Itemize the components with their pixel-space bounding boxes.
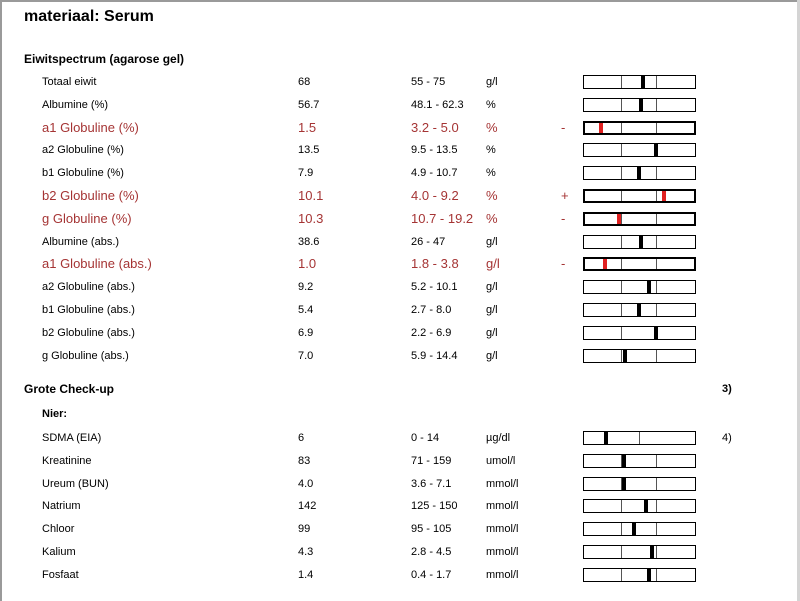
range-bar	[583, 349, 696, 363]
range-bar-limit-tick	[656, 546, 657, 558]
range-bar-value-marker	[637, 304, 641, 316]
range-bar	[583, 431, 696, 445]
reference-range: 10.7 - 19.2	[411, 210, 474, 226]
test-value: 6.9	[298, 326, 314, 339]
result-row	[0, 345, 800, 367]
unit: g/l	[486, 256, 500, 272]
result-row	[0, 185, 800, 207]
range-bar	[583, 143, 696, 157]
range-bar-limit-tick	[656, 281, 657, 293]
abnormal-flag: -	[561, 210, 566, 226]
range-bar-limit-tick	[621, 281, 622, 293]
range-bar	[583, 454, 696, 468]
test-value: 4.3	[298, 546, 314, 558]
range-bar	[583, 121, 696, 135]
range-bar-limit-tick	[656, 455, 657, 467]
range-bar-limit-tick	[656, 500, 657, 512]
result-row	[0, 117, 800, 139]
reference-range: 48.1 - 62.3	[411, 98, 464, 111]
abnormal-flag: -	[561, 119, 566, 135]
test-value: 5.4	[298, 304, 314, 316]
test-name: a1 Globuline (%)	[42, 119, 139, 135]
test-name: Natrium	[42, 500, 81, 513]
unit: g/l	[486, 349, 498, 362]
range-bar	[583, 568, 696, 582]
range-bar-limit-tick	[621, 214, 622, 224]
range-bar	[583, 522, 696, 536]
range-bar	[583, 189, 696, 203]
test-name: b2 Globuline (abs.)	[42, 326, 135, 339]
range-bar-limit-tick	[656, 478, 657, 490]
test-name: Fosfaat	[42, 568, 79, 581]
range-bar-value-marker	[622, 478, 626, 490]
range-bar	[583, 303, 696, 317]
range-bar-value-marker	[662, 191, 666, 201]
unit: umol/l	[486, 454, 516, 467]
range-bar-value-marker	[637, 167, 641, 179]
reference-range: 9.5 - 13.5	[411, 144, 458, 157]
abnormal-flag: -	[561, 256, 566, 272]
reference-range: 3.2 - 5.0	[411, 119, 459, 135]
range-bar-value-marker	[603, 259, 607, 269]
section-heading-grote-check-up: Grote Check-up	[24, 382, 115, 396]
result-row	[0, 299, 800, 321]
test-value: 6	[298, 432, 305, 444]
range-bar	[583, 280, 696, 294]
range-bar-limit-tick	[656, 236, 657, 248]
unit: %	[486, 188, 498, 203]
unit: mmol/l	[486, 523, 519, 536]
test-value: 1.0	[298, 256, 317, 272]
range-bar-limit-tick	[656, 123, 657, 133]
range-bar-limit-tick	[656, 304, 657, 316]
reference-range: 2.7 - 8.0	[411, 304, 452, 316]
test-name: Ureum (BUN)	[42, 477, 109, 490]
test-name: b1 Globuline (abs.)	[42, 304, 135, 316]
unit: mmol/l	[486, 477, 519, 490]
range-bar-limit-tick	[621, 500, 622, 512]
range-bar-value-marker	[647, 281, 651, 293]
unit: g/l	[486, 326, 498, 339]
range-bar-value-marker	[644, 500, 648, 512]
range-bar-limit-tick	[621, 546, 622, 558]
unit: %	[486, 210, 498, 226]
test-name: SDMA (EIA)	[42, 432, 102, 444]
test-value: 68	[298, 76, 311, 88]
range-bar-limit-tick	[621, 523, 622, 535]
result-row	[0, 450, 800, 472]
result-row	[0, 231, 800, 253]
test-value: 1.4	[298, 568, 314, 581]
result-row	[0, 564, 800, 586]
result-row	[0, 276, 800, 298]
test-name: b2 Globuline (%)	[42, 188, 139, 203]
reference-range: 95 - 105	[411, 523, 452, 536]
range-bar-value-marker	[604, 432, 608, 444]
range-bar-value-marker	[650, 546, 654, 558]
unit: %	[486, 119, 498, 135]
range-bar-limit-tick	[656, 350, 657, 362]
result-row	[0, 71, 800, 93]
page-border-top	[0, 0, 800, 2]
test-name: a1 Globuline (abs.)	[42, 256, 152, 272]
unit: g/l	[486, 76, 498, 88]
result-row	[0, 322, 800, 344]
footnote-ref: 4)	[722, 432, 732, 444]
test-name: g Globuline (abs.)	[42, 349, 129, 362]
test-name: g Globuline (%)	[42, 210, 132, 226]
range-bar-value-marker	[623, 350, 627, 362]
range-bar-limit-tick	[621, 569, 622, 581]
range-bar-limit-tick	[621, 236, 622, 248]
range-bar-limit-tick	[656, 76, 657, 88]
test-name: Kalium	[42, 546, 76, 558]
range-bar-limit-tick	[656, 214, 657, 224]
range-bar	[583, 499, 696, 513]
reference-range: 71 - 159	[411, 454, 452, 467]
test-value: 10.1	[298, 188, 324, 203]
unit: µg/dl	[486, 432, 511, 444]
range-bar-limit-tick	[656, 167, 657, 179]
range-bar-value-marker	[647, 569, 651, 581]
unit: %	[486, 144, 496, 157]
test-value: 83	[298, 454, 311, 467]
reference-range: 0 - 14	[411, 432, 440, 444]
range-bar-limit-tick	[621, 259, 622, 269]
reference-range: 1.8 - 3.8	[411, 256, 459, 272]
range-bar-value-marker	[641, 76, 645, 88]
range-bar-limit-tick	[621, 99, 622, 111]
result-row	[0, 518, 800, 540]
range-bar-limit-tick	[621, 76, 622, 88]
range-bar-value-marker	[639, 236, 643, 248]
range-bar	[583, 545, 696, 559]
range-bar-value-marker	[654, 144, 658, 156]
reference-range: 0.4 - 1.7	[411, 568, 452, 581]
range-bar-value-marker	[639, 99, 643, 111]
reference-range: 3.6 - 7.1	[411, 477, 452, 490]
page-title: materiaal: Serum	[24, 8, 154, 25]
unit: g/l	[486, 235, 498, 248]
unit: mmol/l	[486, 500, 519, 513]
result-row	[0, 495, 800, 517]
range-bar-limit-tick	[656, 569, 657, 581]
result-row	[0, 162, 800, 184]
unit: g/l	[486, 304, 498, 316]
test-value: 56.7	[298, 98, 320, 111]
unit: mmol/l	[486, 568, 519, 581]
range-bar-limit-tick	[656, 99, 657, 111]
test-value: 38.6	[298, 235, 320, 248]
test-name: a2 Globuline (abs.)	[42, 281, 135, 294]
range-bar-limit-tick	[639, 432, 640, 444]
range-bar	[583, 75, 696, 89]
test-name: Albumine (%)	[42, 98, 109, 111]
section-footnote-ref: 3)	[722, 383, 732, 395]
range-bar-limit-tick	[656, 191, 657, 201]
range-bar-limit-tick	[621, 350, 622, 362]
result-row	[0, 427, 800, 449]
test-name: Albumine (abs.)	[42, 235, 120, 248]
range-bar	[583, 257, 696, 271]
reference-range: 5.9 - 14.4	[411, 349, 458, 362]
test-value: 7.0	[298, 349, 314, 362]
reference-range: 5.2 - 10.1	[411, 281, 458, 294]
reference-range: 26 - 47	[411, 235, 446, 248]
range-bar-limit-tick	[621, 191, 622, 201]
test-name: b1 Globuline (%)	[42, 167, 124, 180]
section-heading-eiwitspectrum: Eiwitspectrum (agarose gel)	[24, 52, 185, 66]
test-value: 13.5	[298, 144, 320, 157]
result-row	[0, 94, 800, 116]
unit: g/l	[486, 281, 498, 294]
range-bar-value-marker	[599, 123, 603, 133]
range-bar-value-marker	[654, 327, 658, 339]
range-bar-value-marker	[617, 214, 621, 224]
reference-range: 4.0 - 9.2	[411, 188, 459, 203]
unit: %	[486, 167, 496, 180]
range-bar	[583, 235, 696, 249]
test-value: 10.3	[298, 210, 324, 226]
range-bar-value-marker	[622, 455, 626, 467]
subsection-heading-nier: Nier:	[42, 408, 68, 420]
range-bar-limit-tick	[621, 304, 622, 316]
reference-range: 55 - 75	[411, 76, 446, 88]
range-bar	[583, 166, 696, 180]
reference-range: 125 - 150	[411, 500, 458, 513]
range-bar	[583, 98, 696, 112]
test-value: 99	[298, 523, 311, 536]
result-row	[0, 208, 800, 230]
test-name: Chloor	[42, 523, 75, 536]
test-value: 9.2	[298, 281, 314, 294]
range-bar-limit-tick	[656, 259, 657, 269]
range-bar-limit-tick	[621, 327, 622, 339]
test-name: a2 Globuline (%)	[42, 144, 124, 157]
unit: mmol/l	[486, 546, 519, 558]
range-bar-limit-tick	[656, 523, 657, 535]
test-value: 1.5	[298, 119, 317, 135]
test-value: 7.9	[298, 167, 314, 180]
range-bar	[583, 212, 696, 226]
range-bar	[583, 326, 696, 340]
test-value: 142	[298, 500, 317, 513]
range-bar-value-marker	[632, 523, 636, 535]
result-row	[0, 541, 800, 563]
reference-range: 2.8 - 4.5	[411, 546, 452, 558]
abnormal-flag: +	[561, 188, 569, 203]
reference-range: 4.9 - 10.7	[411, 167, 458, 180]
unit: %	[486, 98, 496, 111]
range-bar-limit-tick	[621, 123, 622, 133]
range-bar	[583, 477, 696, 491]
reference-range: 2.2 - 6.9	[411, 326, 452, 339]
test-name: Kreatinine	[42, 454, 92, 467]
range-bar-limit-tick	[621, 144, 622, 156]
result-row	[0, 139, 800, 161]
test-name: Totaal eiwit	[42, 76, 97, 88]
range-bar-limit-tick	[621, 167, 622, 179]
result-row	[0, 473, 800, 495]
result-row	[0, 253, 800, 275]
test-value: 4.0	[298, 477, 314, 490]
